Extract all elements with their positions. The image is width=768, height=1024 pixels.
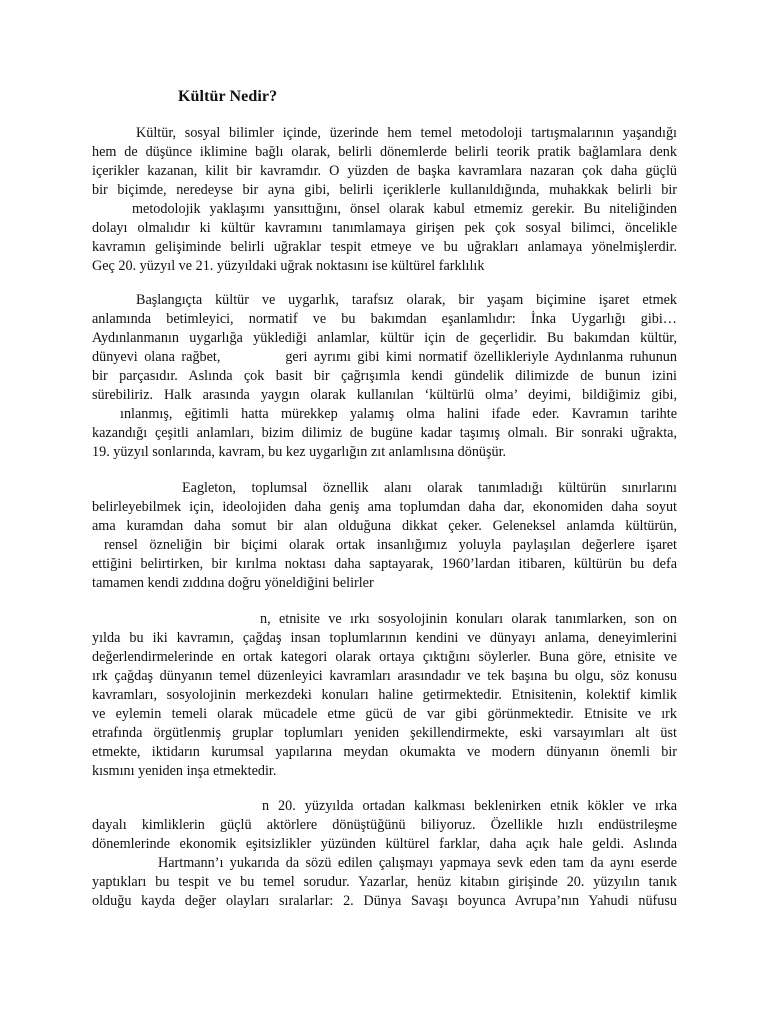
paragraph-line: anlamında betimleyici, normatif ve bu bakımdan eşanlamlıdır: İnka Uygarlığı gibi… xyxy=(92,311,677,327)
paragraph-line: ve eylemin temeli olarak mücadele etme gücü de var gibi görünmektedir. Etnisite ve ırk xyxy=(92,706,677,722)
paragraph-line: dolayı olmalıdır ki kültür kavramını tanımlamaya girişen pek çok sosyal bilimci, öncelikle xyxy=(92,220,677,236)
paragraph-line: yılda bu iki kavramın, çağdaş insan toplumlarının kendini ve dünyayı anlama, deneyimlerini xyxy=(92,630,677,646)
paragraph-3 xyxy=(92,479,677,593)
paragraph-line: hem de düşünce iklimine bağlı olarak, belirli dönemlerde belirli teorik pratik bağlamlara denk xyxy=(92,144,677,160)
paragraph-line: dönemlerinde ekonomik eşitsizlikler yüzünden kültürel farklar, daha açık hale geldi. Aslında xyxy=(92,836,677,852)
paragraph-1 xyxy=(92,124,677,276)
paragraph-line: değerlendirmelerinde en ortak kategori olarak ortaya çıktığını söylerler. Buna göre, etnisite ve xyxy=(92,649,677,665)
document-title: Kültür Nedir? xyxy=(178,88,278,105)
paragraph-line: ettiğini belirtirken, bir kırılma noktası daha saptayarak, 1960’lardan itibaren, kültürün bu defa xyxy=(92,556,677,572)
paragraph-line: etmekte, iktidarın kurumsal yapılarına meydan okumakta ve modern dünyanın önemli bir xyxy=(92,744,677,760)
paragraph-line: ama kuramdan daha somut bir alan olduğuna dikkat çeker. Geleneksel anlamda kültürün, xyxy=(92,518,677,534)
paragraph-2 xyxy=(92,291,677,462)
paragraph-line: Eagleton, toplumsal öznellik alanı olarak tanımladığı kültürün sınırlarını xyxy=(182,480,677,496)
paragraph-line: Aydınlanmanın uygarlığa yüklediği anlamlar, kültür için de geçerlidir. Bu bakımdan kültür, xyxy=(92,330,677,346)
paragraph-line: bir parçasıdır. Aslında çok basit bir çağrışımla kendi gündelik dilimizde de bunun izini xyxy=(92,368,677,384)
paragraph-line: Kültür, sosyal bilimler içinde, üzerinde hem temel metodoloji tartışmalarının yaşandığı xyxy=(136,125,677,141)
paragraph-line: ınlanmış, eğitimli hatta mürekkep yalamış olma halini ifade eder. Kavramın tarihte xyxy=(120,406,677,422)
paragraph-line: tamamen kendi zıddına doğru yöneldiğini belirler xyxy=(92,575,374,591)
paragraph-line: Başlangıçta kültür ve uygarlık, tarafsız olarak, bir yaşam biçimine işaret etmek xyxy=(136,292,677,308)
paragraph-line: n 20. yüzyılda ortadan kalkması beklenirken etnik kökler ve ırka xyxy=(262,798,677,814)
paragraph-line: kısmını yeniden inşa etmektedir. xyxy=(92,763,277,779)
paragraph-line: yaptıkları bu tespit ve bu temel sorudur. Yazarlar, henüz kitabın girişinde 20. yüzyılın tanık xyxy=(92,874,677,890)
paragraph-line: kavramları, sosyolojinin merkezdeki konuları haline getirmektedir. Etnisitenin, kolektif kimlik xyxy=(92,687,677,703)
paragraph-line: rensel özneliğin bir biçimi olarak ortak insanlığımız yoluyla paylaşılan değerlere işaret xyxy=(104,537,677,553)
paragraph-5 xyxy=(92,797,677,911)
paragraph-line: içerikler kazanan, kilit bir kavramdır. O yüzden de başka kavramlara nazaran çok daha güçlü xyxy=(92,163,677,179)
paragraph-line: kavramın gelişiminde belirli uğraklar tespit etmeye ve bu uğrakları anlamaya yönelmişlerdir. xyxy=(92,239,677,255)
paragraph-line: kazandığı çeşitli anlamları, bizim dilimiz de bugüne kadar taşımış olmalı. Bir sonraki uğrakta, xyxy=(92,425,677,441)
paragraph-line: dünyevi olana rağbet, geri ayrımı gibi kimi normatif özellikleriyle Aydınlanma ruhunun xyxy=(92,349,677,365)
paragraph-line: etrafında örgütlenmiş gruplar toplumları yeniden şekillendirmekte, eski varsayımları alt üst xyxy=(92,725,677,741)
paragraph-line: Hartmann’ı yukarıda da sözü edilen çalışmayı yapmaya sevk eden tam da aynı eserde xyxy=(158,855,677,871)
paragraph-line: Geç 20. yüzyıl ve 21. yüzyıldaki uğrak noktasını ise kültürel farklılık xyxy=(92,258,485,274)
paragraph-line: 19. yüzyıl sonlarında, kavram, bu kez uygarlığın zıt anlamlısına dönüşür. xyxy=(92,444,507,460)
paragraph-4 xyxy=(92,610,677,781)
paragraph-line: n, etnisite ve ırkı sosyolojinin konuları olarak tanımlarken, son on xyxy=(260,611,677,627)
paragraph-line: olduğu kayda değer olayları sıralarlar: 2. Dünya Savaşı boyunca Avrupa’nın Yahudi nüfusu xyxy=(92,893,677,909)
paragraph-line: bir biçimde, neredeyse bir ayna gibi, belirli içeriklerle kullanıldığında, muhakkak belirli bir xyxy=(92,182,677,198)
paragraph-line: belirleyebilmek için, ideolojiden daha geniş ama toplumdan daha dar, ekonomiden daha soyut xyxy=(92,499,677,515)
paragraph-line: metodolojik yaklaşımı yansıttığını, önsel olarak kabul etmemiz gerekir. Bu niteliğinden xyxy=(132,201,677,217)
paragraph-line: ırk çağdaş dünyanın temel düzenleyici kavramları arasındadır ve tek başına bu olgu, söz konusu xyxy=(92,668,677,684)
paragraph-line: sürebiliriz. Halk arasında yaygın olarak kullanılan ‘kültürlü olma’ deyimi, bildiğimiz gibi, xyxy=(92,387,677,403)
paragraph-line: dayalı kimliklerin güçlü aktörlere dönüştüğünü biliyoruz. Özellikle hızlı endüstrileşme xyxy=(92,817,677,833)
